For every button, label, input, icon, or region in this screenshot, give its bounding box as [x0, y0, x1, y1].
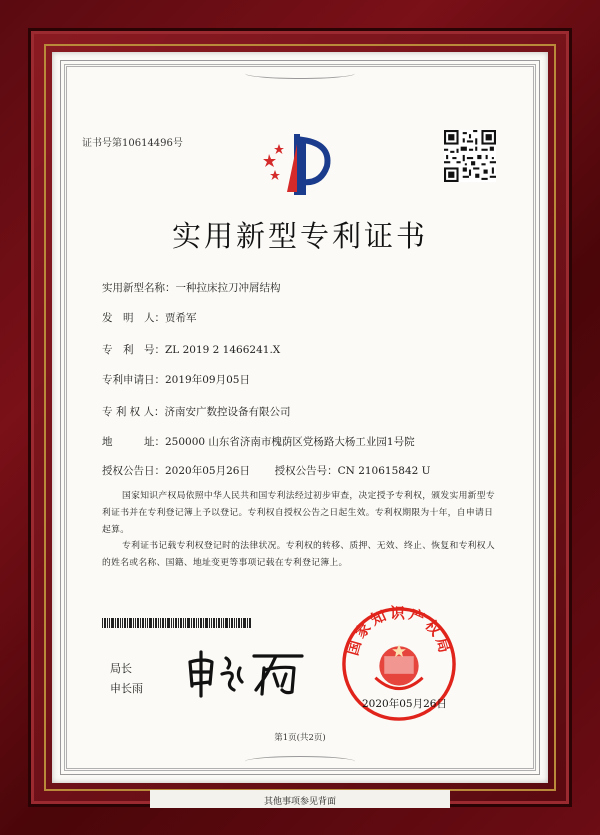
- field-value: 250000 山东省济南市槐荫区党杨路大杨工业园1号院: [165, 436, 415, 448]
- barcode-icon: [102, 618, 252, 628]
- field-grant-info: [102, 463, 431, 478]
- field-value: ZL 2019 2 1466241.X: [165, 344, 281, 356]
- field-label: 专 利 号：: [102, 344, 165, 356]
- field-application-date: [102, 372, 250, 387]
- field-label: 地 址：: [102, 436, 165, 448]
- statement-paragraph-1: 国家知识产权局依照中华人民共和国专利法经过初步审查，决定授予专利权，颁发实用新型专利证书并在专利登记簿上予以登记。专利权自授权公告之日起生效。专利权期限为十年，自申请日起算。: [102, 491, 495, 535]
- certificate-title: 实用新型专利证书: [171, 219, 428, 253]
- field-value: 一种拉床拉刀冲屑结构: [175, 282, 281, 294]
- qr-code-icon: [444, 130, 496, 182]
- field-label: 实用新型名称：: [102, 282, 176, 294]
- certificate-paper: [52, 52, 548, 783]
- field-inventor: [102, 310, 197, 325]
- grant-date-value: 2020年05月26日: [165, 465, 250, 477]
- statement-paragraph-2: 专利证书记载专利权登记时的法律状况。专利权的转移、质押、无效、终止、恢复和专利权人的姓名或名称、国籍、地址变更等事项记载在专利登记簿上。: [102, 541, 495, 568]
- handwritten-signature: [182, 644, 312, 699]
- seal-date: 2020年05月26日: [362, 698, 447, 710]
- grant-number-label: 授权公告号：: [274, 465, 338, 477]
- signatory-title: 局长: [110, 662, 132, 675]
- top-ornament: [245, 68, 355, 79]
- field-value: 贾希军: [165, 312, 197, 324]
- field-patent-number: [102, 342, 280, 357]
- grant-date-label: 授权公告日：: [102, 465, 165, 477]
- bottom-ornament: [245, 756, 355, 767]
- field-label: 专 利 权 人：: [102, 406, 165, 418]
- page-indicator: 第1页(共2页): [274, 733, 326, 743]
- signatory-name: 申长雨: [110, 682, 143, 695]
- field-patentee: [102, 404, 291, 419]
- field-address: [102, 434, 415, 449]
- field-value: 2019年09月05日: [165, 374, 250, 386]
- field-utility-model-name: [102, 280, 281, 295]
- footer-note: 其他事项参见背面: [263, 797, 336, 807]
- grant-number-value: CN 210615842 U: [337, 465, 431, 477]
- field-label: 专利申请日：: [102, 374, 165, 386]
- seal-text: 国家知识产权局: [344, 605, 454, 658]
- cnipa-logo-icon: [257, 130, 337, 200]
- field-label: 发 明 人：: [102, 312, 165, 324]
- certificate-number: 证书号第10614496号: [82, 138, 183, 149]
- field-value: 济南安广数控设备有限公司: [164, 406, 291, 418]
